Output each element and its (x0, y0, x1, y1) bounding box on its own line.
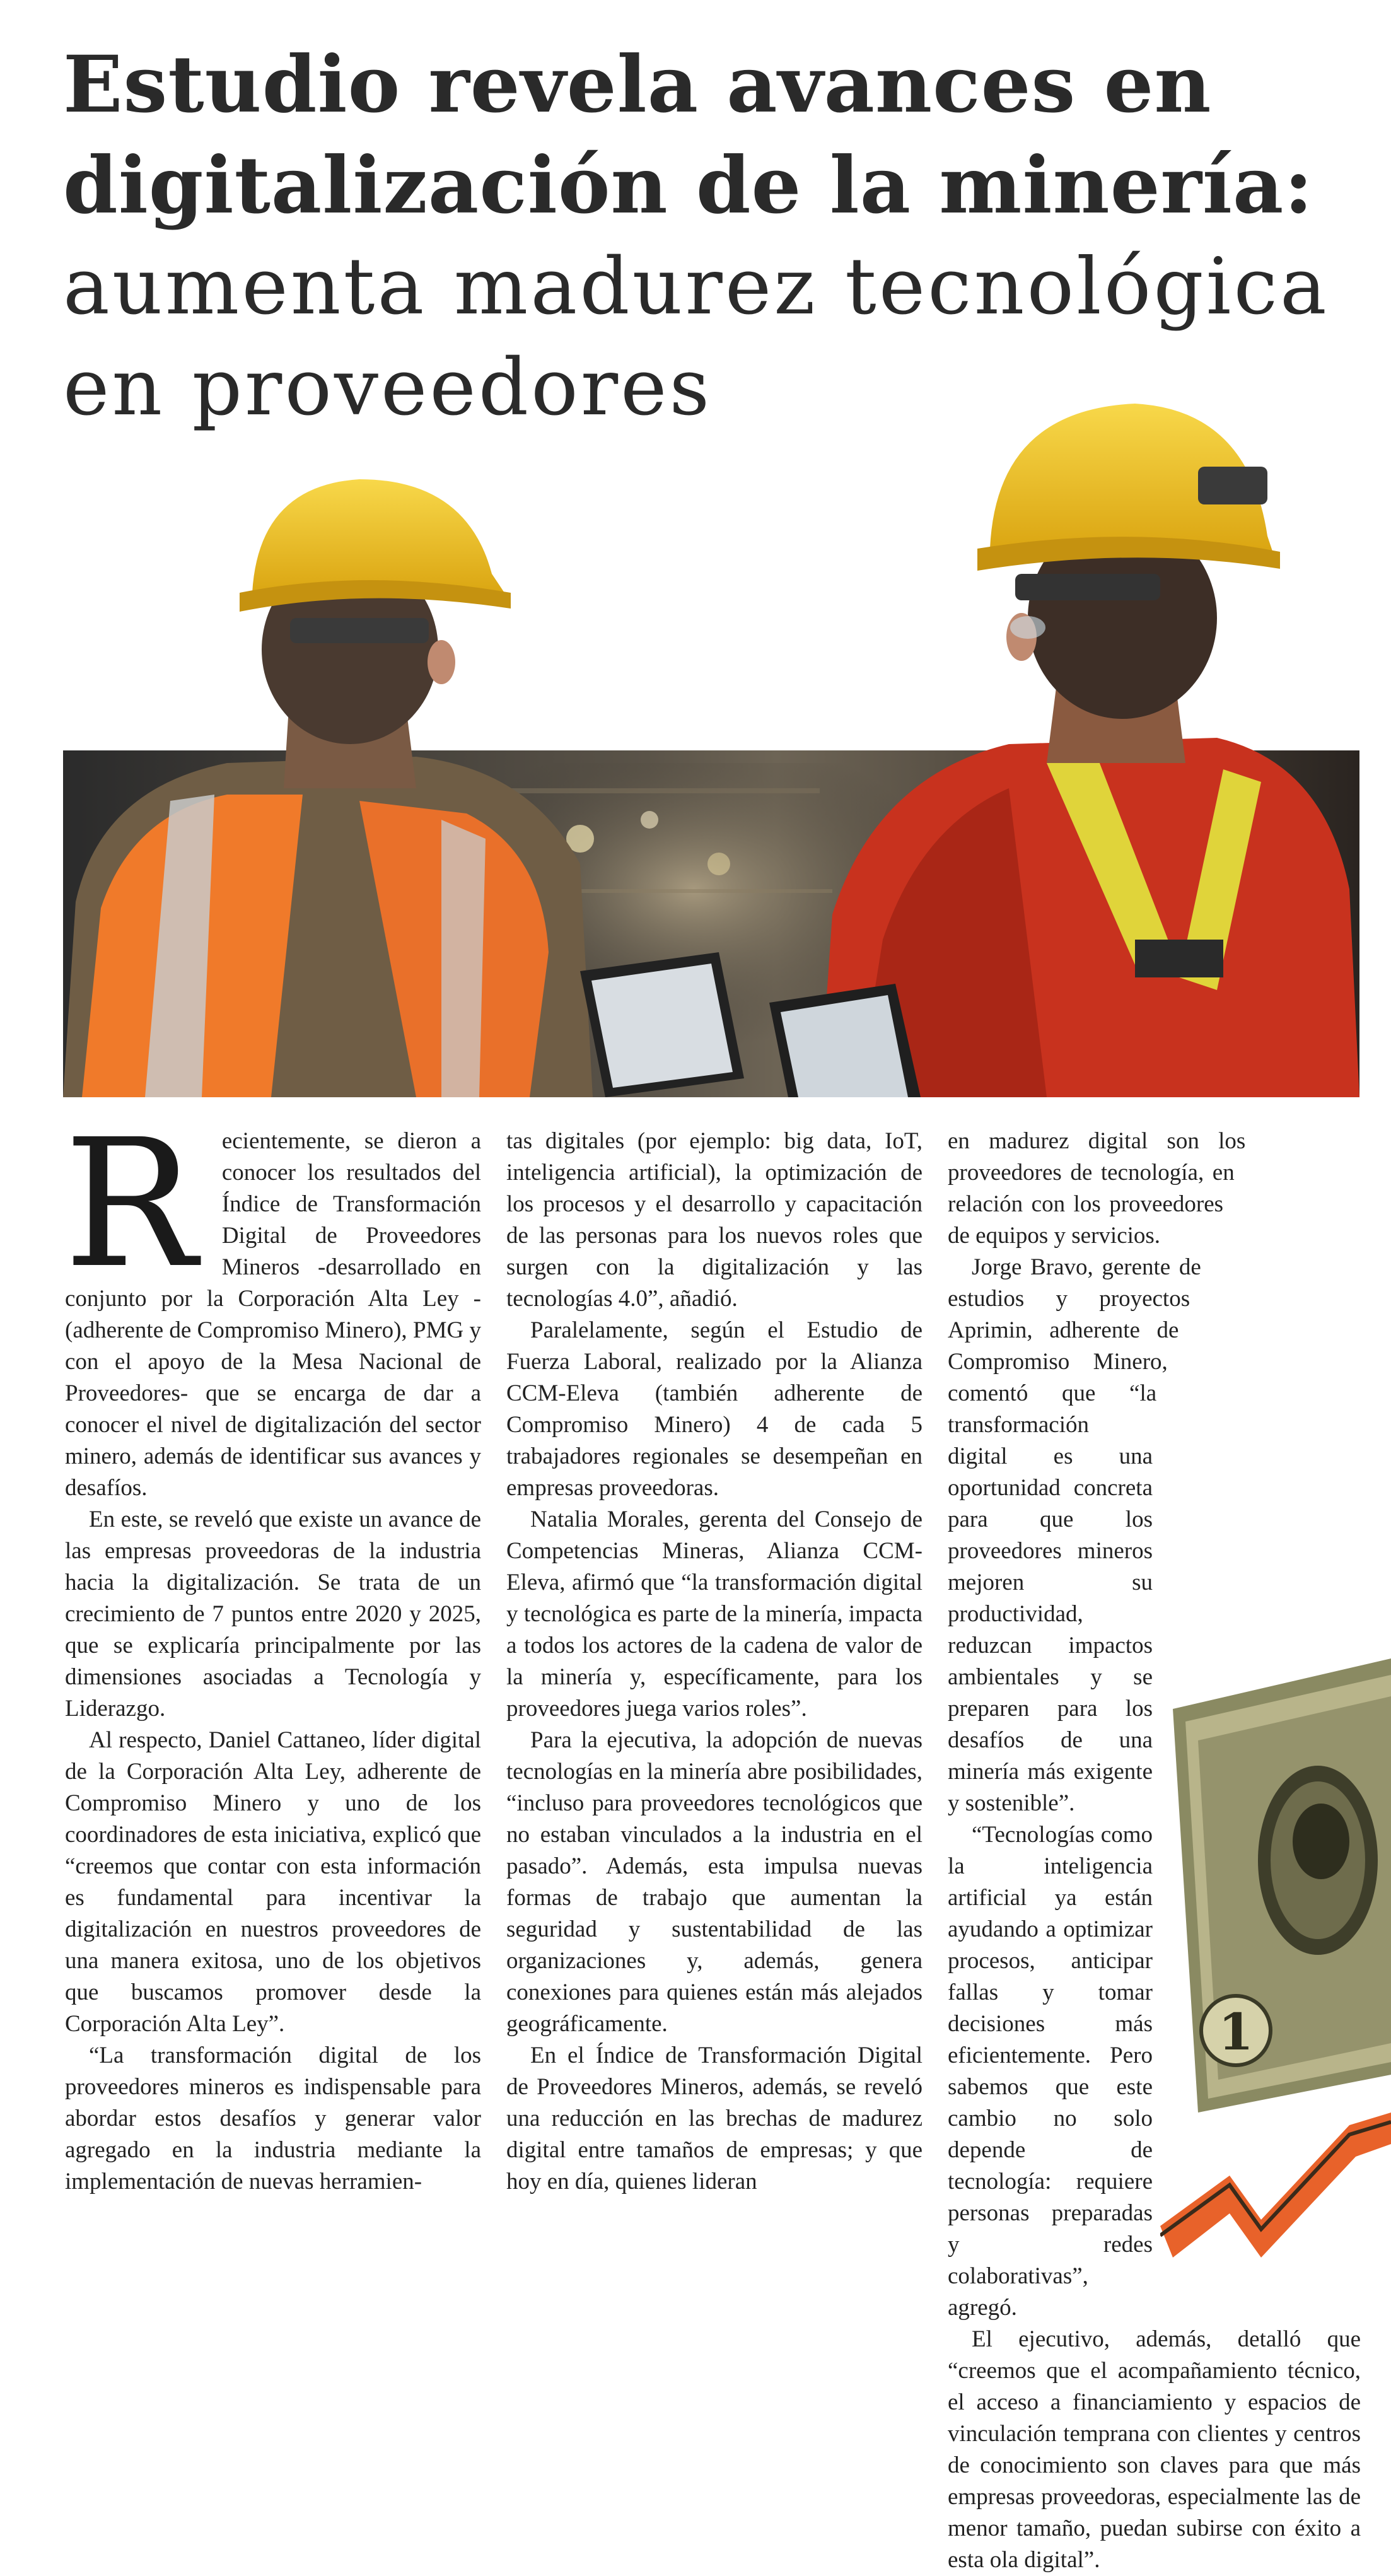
paragraph-text: ecientemente, se dieron a conocer los resultados del Índice de Transformación Digital de Proveedores Mineros -desarrollado en conjunto por la Corporación Alta Ley -(adherente de Compromiso Minero), PMG y con el apoyo de la Mesa Nacional de Proveedores- que se encarga de dar a conocer el nivel de digitalización del sector minero, además de identificar sus avances y desafíos. (65, 1128, 481, 1501)
article-paragraph: El ejecutivo, además, detalló que “creemos que el acompañamiento técnico, el acceso a financiamiento y espacios de vinculación temprana con clientes y centros de conocimiento son claves para que más empresas proveedoras, especialmente las de menor tamaño, puedan subirse con éxito a esta ola digital”. (948, 2326, 1361, 2573)
article-paragraph: Para la ejecutiva, la adopción de nuevas tecnologías en la minería abre posibilidades, “incluso para proveedores tecnológicos que no estaban vinculados a la industria en el pasado”. Además, esta impulsa nuevas formas de trabajo que aumentan la seguridad y sustentabilidad de las organizaciones y, además, genera conexiones para quienes están más alejados geográficamente. (506, 1727, 922, 2037)
article-column-2 (506, 1126, 922, 2198)
article-paragraph: Natalia Morales, gerenta del Consejo de Competencias Mineras, Alianza CCM-Eleva, afirmó que “la transformación digital y tecnológica es parte de la minería, impacta a todos los actores de la cadena de valor de la minería y, específicamente, para los proveedores juega varios roles”. (506, 1507, 922, 1722)
headline-line-1: Estudio revela avances en (63, 39, 1212, 131)
workers-photo-illustration (63, 385, 1359, 1097)
workers-photo (63, 385, 1359, 1097)
article-column-1 (64, 1102, 481, 2198)
article-paragraph: Paralelamente, según el Estudio de Fuerza Laboral, realizado por la Alianza CCM-Eleva (también adherente de Compromiso Minero) 4 de cada 5 trabajadores regionales se desempeñan en empresas proveedoras. (506, 1317, 922, 1501)
article-paragraph: “Tecnologías como la inteligencia artificial ya están ayudando a optimizar procesos, anticipar fallas y tomar decisiones más eficientemente. Pero sabemos que este cambio no solo depende de tecnología: requiere personas preparadas y redes colaborativas”, agregó. (948, 1822, 1153, 2321)
article-paragraph (64, 1102, 481, 1504)
article-paragraph: Al respecto, Daniel Cattaneo, líder digital de la Corporación Alta Ley, adherente de Compromiso Minero y uno de los coordinadores de esta iniciativa, explicó que “creemos que contar con esta información es fundamental para incentivar la digitalización en nuestros proveedores de una manera exitosa, uno de los objetivos que buscamos promover desde la Corporación Alta Ley”. (65, 1727, 481, 2037)
headline-line-4: en proveedores (63, 342, 713, 433)
article-paragraph: tas digitales (por ejemplo: big data, IoT, inteligencia artificial), la optimización de los procesos y el desarrollo y capacitación de las personas para los nuevos roles que surgen con la digitalización y las tecnologías 4.0”, añadió. (506, 1128, 922, 1312)
article-paragraph: En el Índice de Transformación Digital de Proveedores Mineros, además, se reveló una reducción en las brechas de madurez digital entre tamaños de empresas; y que hoy en día, quienes lideran (506, 2043, 922, 2194)
dollar-bill-graphic (1160, 1633, 1391, 2276)
drop-cap: R (64, 1102, 197, 1307)
article-paragraph: En este, se reveló que existe un avance de las empresas proveedoras de la industria hacia la digitalización. Se trata de un crecimiento de 7 puntos entre 2020 y 2025, que se explicaría principalmente por las dimensiones asociadas a Tecnología y Liderazgo. (65, 1507, 481, 1722)
article-paragraph: Jorge Bravo, gerente de estudios y proyectos Aprimin, adherente de Compromiso Minero, comentó que “la transformación digital es una oportunidad concreta para que los proveedores mineros mejoren su productividad, reduzcan impactos ambientales y se preparen para los desafíos de una minería más exigente y sostenible”. (948, 1254, 1201, 1816)
headline-line-2: digitalización de la minería: (63, 140, 1314, 231)
article-paragraph: en madurez digital son los proveedores de tecnología, en relación con los proveedores de equipos y servicios. (948, 1128, 1246, 1249)
article-headline (63, 35, 1362, 438)
dollar-denomination: 1 (1218, 2002, 1254, 2061)
article-paragraph: “La transformación digital de los proveedores mineros es indispensable para abordar estos desafíos y generar valor agregado en la industria mediante la implementación de nuevas herramien- (65, 2043, 481, 2194)
dollar-bill-illustration (1160, 1633, 1391, 2276)
headline-line-3: aumenta madurez tecnológica (63, 242, 1329, 332)
